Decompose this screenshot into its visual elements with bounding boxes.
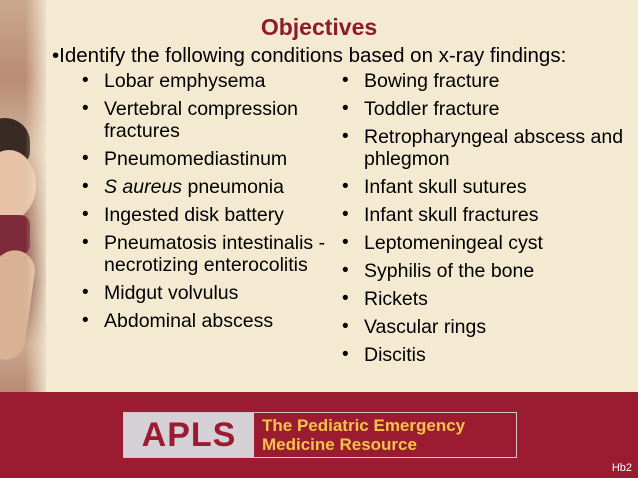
logo-line-1: The Pediatric Emergency xyxy=(262,416,466,435)
list-item: • Abdominal abscess xyxy=(78,310,330,332)
list-item xyxy=(78,176,330,198)
list-item: • Discitis xyxy=(338,344,634,366)
list-item: • Rickets xyxy=(338,288,634,310)
list-item: • Pneumatosis intestinalis - necrotizing enterocolitis xyxy=(78,232,330,276)
photo-fade xyxy=(0,0,46,392)
right-bullet-list xyxy=(338,70,634,372)
list-item: • Ingested disk battery xyxy=(78,204,330,226)
list-item-rest: pneumonia xyxy=(182,176,284,198)
list-item: • Infant skull fractures xyxy=(338,204,634,226)
list-item: • Bowing fracture xyxy=(338,70,634,92)
list-item: • Leptomeningeal cyst xyxy=(338,232,634,254)
slide-intro: •Identify the following conditions based on x-ray findings: xyxy=(52,44,567,67)
child-photo-strip xyxy=(0,0,46,392)
italic-organism: S aureus xyxy=(104,176,183,198)
slide-id: Hb2 xyxy=(611,462,632,474)
slide-title: Objectives xyxy=(260,14,378,40)
logo-mark: APLS xyxy=(124,413,254,457)
list-item: • Infant skull sutures xyxy=(338,176,634,198)
list-item: • Lobar emphysema xyxy=(78,70,330,92)
logo-line-2: Medicine Resource xyxy=(262,435,417,454)
logo-tagline xyxy=(254,413,516,457)
list-item: • Syphilis of the bone xyxy=(338,260,634,282)
list-item: • Pneumomediastinum xyxy=(78,148,330,170)
list-item: • Vertebral compression fractures xyxy=(78,98,330,142)
list-item: • Vascular rings xyxy=(338,316,634,338)
list-item: • Midgut volvulus xyxy=(78,282,330,304)
list-item: • Retropharyngeal abscess and phlegmon xyxy=(338,126,634,170)
apls-logo xyxy=(123,412,517,458)
list-item: • Toddler fracture xyxy=(338,98,634,120)
left-bullet-list xyxy=(78,70,330,338)
